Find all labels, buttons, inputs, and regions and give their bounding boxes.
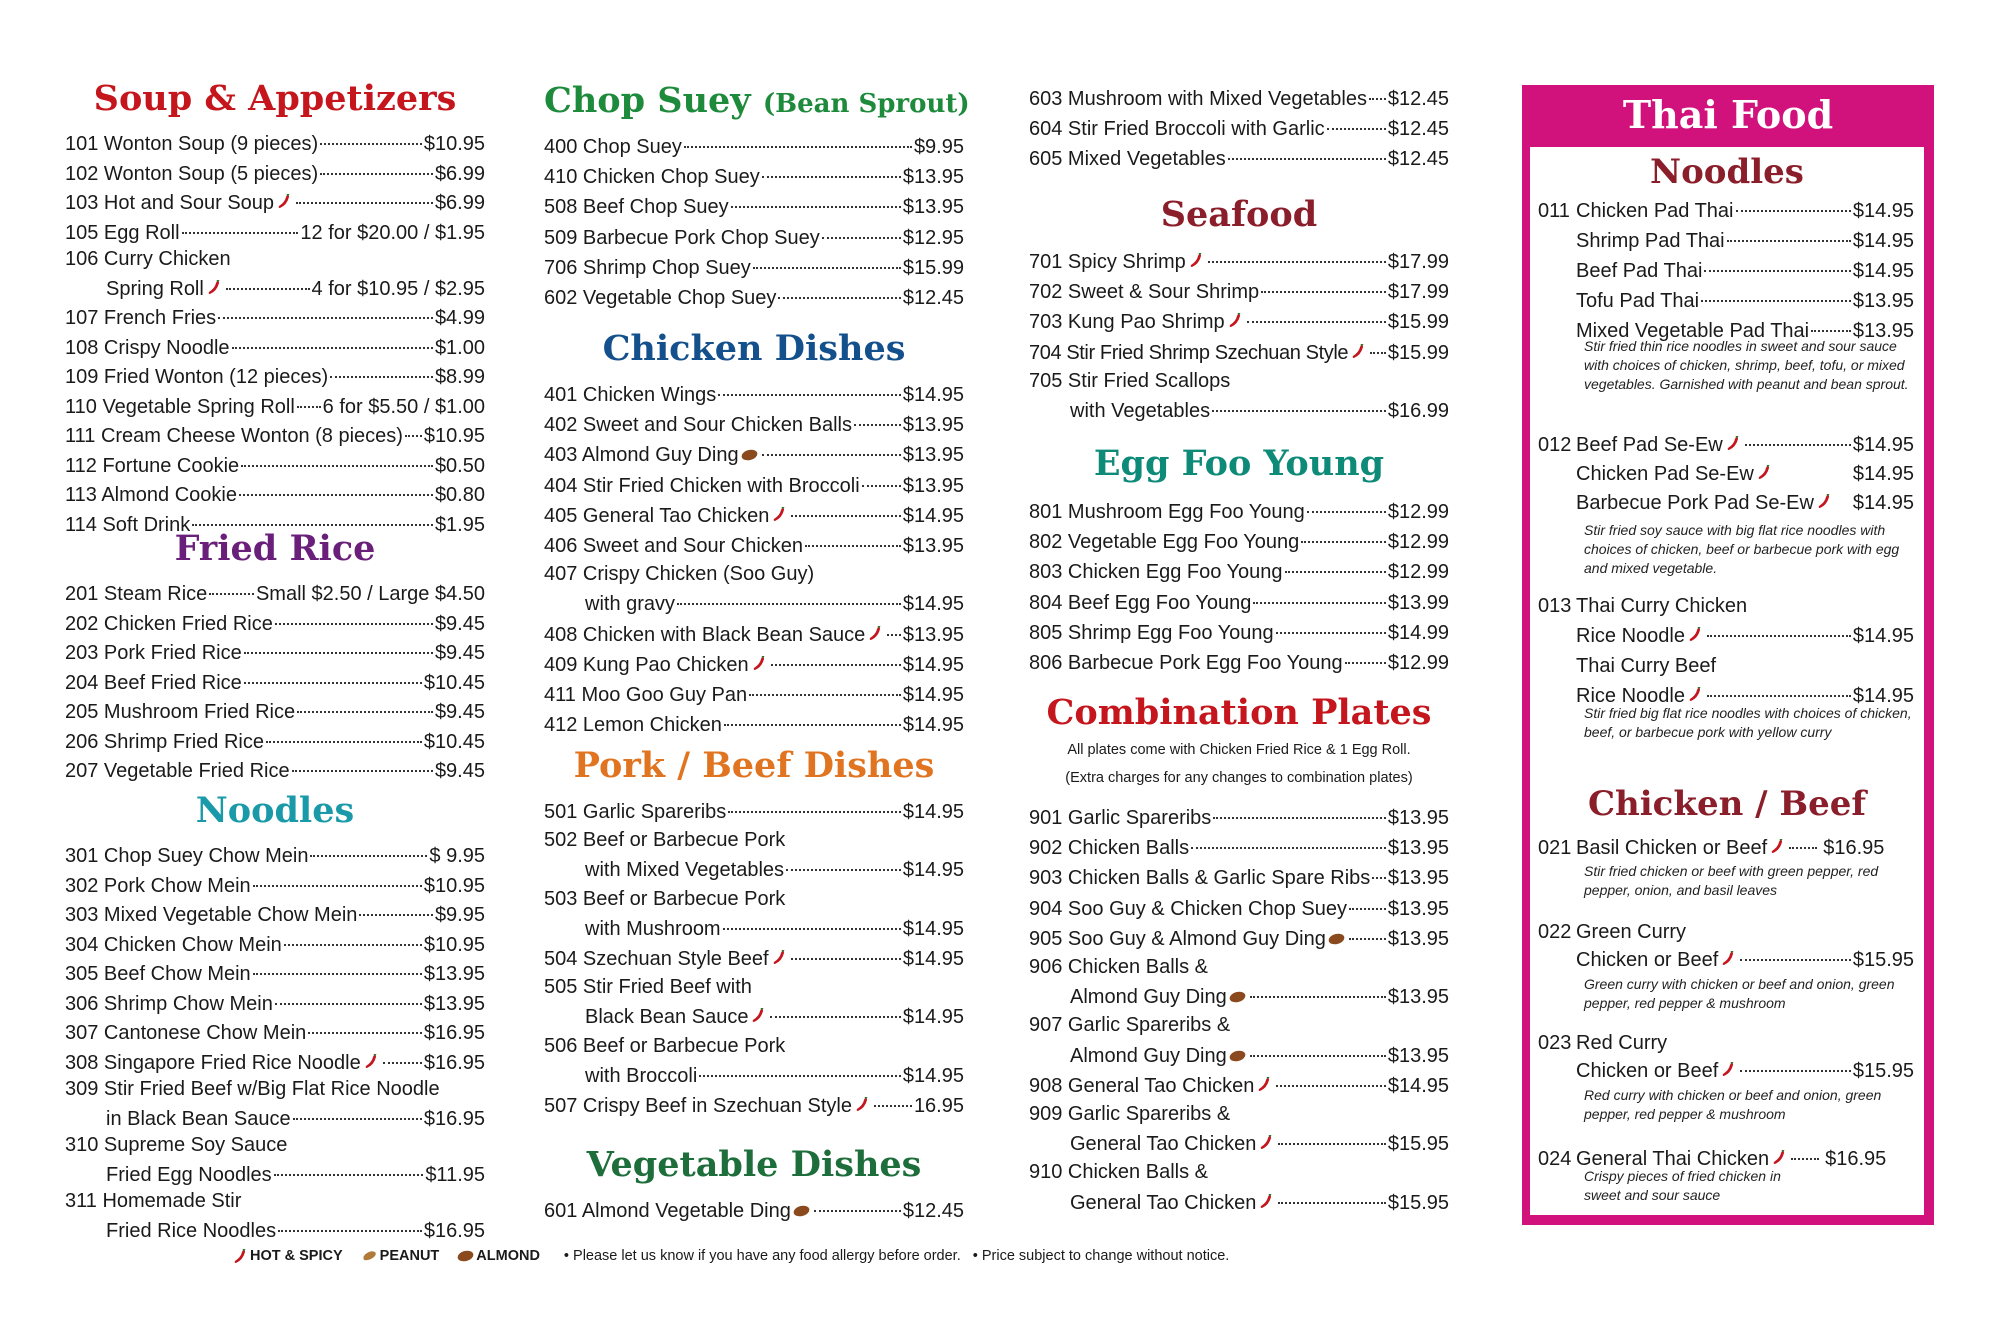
section-title-combination: Combination Plates — [1046, 692, 1432, 733]
thai-chicken-beef-items — [1530, 832, 1924, 862]
menu-item: 309 Stir Fried Beef w/Big Flat Rice Noodle — [65, 1078, 440, 1100]
menu-item: 903 Chicken Balls & Garlic Spare Ribs $13.95 — [1029, 862, 1449, 892]
thai-red-curry-description: Red curry with chicken or beef and onion, green pepper, red pepper & mushroom — [1584, 1087, 1882, 1122]
menu-item: 701 Spicy Shrimp $17.99 — [1029, 246, 1449, 276]
menu-item: 403 Almond Guy Ding $13.95 — [544, 439, 964, 469]
menu-item: Mixed Vegetable Pad Thai $13.95 — [1530, 315, 1924, 345]
menu-item: Barbecue Pork Pad Se-Ew $14.95 — [1530, 489, 1924, 518]
chili-icon — [752, 1003, 764, 1018]
menu-item: 024 General Thai Chicken $16.95 — [1530, 1143, 1924, 1171]
menu-item: 605 Mixed Vegetables $12.45 — [1029, 143, 1449, 173]
menu-item: Fried Rice Noodles $16.95 — [65, 1215, 485, 1245]
chili-icon — [1722, 1059, 1734, 1074]
thai-noodles-title: Noodles — [1650, 152, 1804, 192]
menu-item: 602 Vegetable Chop Suey $12.45 — [544, 282, 964, 312]
chili-icon — [869, 621, 881, 636]
noodles-items — [65, 840, 485, 1244]
menu-item: Rice Noodle $14.95 — [1530, 680, 1924, 710]
chili-icon — [1260, 1130, 1272, 1145]
almond-icon — [457, 1250, 474, 1262]
menu-item: 503 Beef or Barbecue Pork — [544, 887, 786, 910]
thai-green-curry-items — [1530, 920, 1924, 972]
menu-item: Chicken Pad Se-Ew $14.95 — [1530, 460, 1924, 489]
menu-item: 905 Soo Guy & Almond Guy Ding $13.95 — [1029, 923, 1449, 953]
menu-item: 805 Shrimp Egg Foo Young $14.99 — [1029, 617, 1449, 647]
thai-noodles-description: Stir fried thin rice noodles in sweet and sour sauce with choices of chicken, shrimp, beef, tofu, or mixed vegetables. Garnished with peanut and bean sprout. — [1584, 338, 1909, 392]
menu-item: 402 Sweet and Sour Chicken Balls $13.95 — [544, 409, 964, 439]
chop-suey-items — [544, 131, 964, 312]
thai-se-ew-items — [1530, 429, 1924, 518]
chili-icon — [1773, 1147, 1785, 1162]
menu-item: 509 Barbecue Pork Chop Suey $12.95 — [544, 222, 964, 252]
menu-item: Almond Guy Ding $13.95 — [1029, 981, 1449, 1011]
chili-icon — [1727, 431, 1739, 446]
menu-item: 411 Moo Goo Guy Pan $14.95 — [544, 679, 964, 709]
menu-item: 505 Stir Fried Beef with — [544, 976, 752, 999]
menu-item: 804 Beef Egg Foo Young $13.99 — [1029, 587, 1449, 617]
menu-item: Thai Curry Beef — [1576, 655, 1717, 677]
menu-item: Chicken or Beef $15.95 — [1530, 944, 1924, 972]
menu-item: 021 Basil Chicken or Beef $16.95 — [1530, 832, 1924, 862]
vegetable-items-first — [544, 1195, 964, 1225]
chili-icon — [234, 1249, 246, 1264]
legend-hot: HOT & SPICY — [230, 1248, 343, 1264]
chili-icon — [1258, 1072, 1270, 1087]
menu-item: 301 Chop Suey Chow Mein $ 9.95 — [65, 840, 485, 870]
menu-item: 801 Mushroom Egg Foo Young $12.99 — [1029, 496, 1449, 526]
menu-item: Black Bean Sauce $14.95 — [544, 1001, 964, 1031]
section-title-seafood: Seafood — [1160, 194, 1318, 235]
menu-item: Almond Guy Ding $13.95 — [1029, 1040, 1449, 1070]
menu-item: 307 Cantonese Chow Mein $16.95 — [65, 1017, 485, 1047]
menu-item: 105 Egg Roll 12 for $20.00 / $1.95 — [65, 217, 485, 247]
menu-item: 404 Stir Fried Chicken with Broccoli $13.95 — [544, 470, 964, 500]
chili-icon — [773, 945, 785, 960]
chili-icon — [1689, 623, 1701, 638]
chili-icon — [365, 1050, 377, 1065]
chili-icon — [1190, 248, 1202, 263]
menu-item: 604 Stir Fried Broccoli with Garlic $12.45 — [1029, 113, 1449, 143]
legend-footer — [230, 1248, 1229, 1264]
combination-note-extra: (Extra charges for any changes to combination plates) — [1065, 770, 1413, 786]
menu-item: 508 Beef Chop Suey $13.95 — [544, 191, 964, 221]
menu-item: with Mushroom $14.95 — [544, 913, 964, 943]
fried-rice-items — [65, 578, 485, 785]
menu-item: 012 Beef Pad Se-Ew $14.95 — [1530, 429, 1924, 460]
menu-item: 706 Shrimp Chop Suey $15.99 — [544, 252, 964, 282]
thai-red-curry-items — [1530, 1031, 1924, 1083]
chili-icon — [1818, 489, 1830, 504]
thai-green-curry-description: Green curry with chicken or beef and onion, green pepper, red pepper & mushroom — [1584, 976, 1895, 1011]
menu-item: 108 Crispy Noodle $1.00 — [65, 332, 485, 362]
menu-item: 102 Wonton Soup (5 pieces) $6.99 — [65, 158, 485, 188]
section-title-soup: Soup & Appetizers — [93, 78, 457, 119]
menu-item: 202 Chicken Fried Rice $9.45 — [65, 608, 485, 638]
menu-item: with gravy $14.95 — [544, 588, 964, 618]
almond-icon — [1328, 925, 1345, 937]
menu-item: 304 Chicken Chow Mein $10.95 — [65, 929, 485, 959]
section-title-chop-suey: Chop Suey (Bean Sprout) — [544, 80, 970, 121]
menu-item: 407 Crispy Chicken (Soo Guy) — [544, 563, 815, 586]
menu-item: 204 Beef Fried Rice $10.45 — [65, 667, 485, 697]
menu-item: Tofu Pad Thai $13.95 — [1530, 285, 1924, 315]
seafood-items — [1029, 246, 1449, 425]
menu-item: 112 Fortune Cookie $0.50 — [65, 450, 485, 480]
almond-icon — [1229, 1042, 1246, 1054]
menu-item: 207 Vegetable Fried Rice $9.45 — [65, 755, 485, 785]
menu-item: Spring Roll 4 for $10.95 / $2.95 — [65, 273, 485, 303]
menu-item: 506 Beef or Barbecue Pork — [544, 1034, 786, 1057]
peanut-icon — [361, 1250, 378, 1262]
menu-item: with Mixed Vegetables $14.95 — [544, 854, 964, 884]
chicken-dishes-items — [544, 379, 964, 739]
menu-item: 907 Garlic Spareribs & — [1029, 1014, 1231, 1037]
menu-item: 406 Sweet and Sour Chicken $13.95 — [544, 530, 964, 560]
menu-item: 011 Chicken Pad Thai $14.95 — [1530, 195, 1924, 225]
menu-item: 902 Chicken Balls $13.95 — [1029, 832, 1449, 862]
pork-beef-items — [544, 796, 964, 1120]
menu-item: 205 Mushroom Fried Rice $9.45 — [65, 696, 485, 726]
menu-item: 803 Chicken Egg Foo Young $12.99 — [1029, 556, 1449, 586]
chili-icon — [856, 1092, 868, 1107]
menu-item: 904 Soo Guy & Chicken Chop Suey $13.95 — [1029, 893, 1449, 923]
menu-item: 201 Steam Rice Small $2.50 / Large $4.50 — [65, 578, 485, 608]
soup-items — [65, 128, 485, 538]
chili-icon — [1260, 1189, 1272, 1204]
section-title-egg-foo-young: Egg Foo Young — [1093, 443, 1385, 484]
menu-item: General Tao Chicken $15.95 — [1029, 1128, 1449, 1158]
vegetable-items-continued — [1029, 83, 1449, 174]
chili-icon — [773, 502, 785, 517]
menu-item: with Vegetables $16.99 — [1029, 395, 1449, 425]
menu-item: 311 Homemade Stir — [65, 1190, 242, 1212]
section-title-pork-beef: Pork / Beef Dishes — [573, 745, 935, 786]
menu-item: Fried Egg Noodles $11.95 — [65, 1159, 485, 1189]
menu-item: 502 Beef or Barbecue Pork — [544, 829, 786, 852]
menu-item: 601 Almond Vegetable Ding $12.45 — [544, 1195, 964, 1225]
menu-item: 909 Garlic Spareribs & — [1029, 1103, 1231, 1126]
menu-item: with Broccoli $14.95 — [544, 1060, 964, 1090]
almond-icon — [1229, 983, 1246, 995]
menu-item: 103 Hot and Sour Soup $6.99 — [65, 187, 485, 217]
menu-item: 704 Stir Fried Shrimp Szechuan Style $15.99 — [1029, 337, 1449, 367]
menu-item: General Tao Chicken $15.95 — [1029, 1187, 1449, 1217]
thai-food-panel — [1522, 85, 1934, 1225]
menu-item: 400 Chop Suey $9.95 — [544, 131, 964, 161]
menu-item: 906 Chicken Balls & — [1029, 956, 1208, 979]
menu-item: 114 Soft Drink $1.95 — [65, 509, 485, 539]
menu-item: 802 Vegetable Egg Foo Young $12.99 — [1029, 526, 1449, 556]
chili-icon — [753, 651, 765, 666]
section-title-vegetable: Vegetable Dishes — [586, 1144, 922, 1185]
menu-item: 705 Stir Fried Scallops — [1029, 369, 1231, 392]
menu-item: 901 Garlic Spareribs $13.95 — [1029, 802, 1449, 832]
thai-food-content — [1530, 147, 1924, 1215]
menu-item: 110 Vegetable Spring Roll 6 for $5.50 / $1.00 — [65, 391, 485, 421]
menu-item: 113 Almond Cookie $0.80 — [65, 479, 485, 509]
thai-noodles-items — [1530, 195, 1924, 345]
thai-curry-items — [1530, 593, 1924, 709]
menu-item: 308 Singapore Fried Rice Noodle $16.95 — [65, 1047, 485, 1077]
chili-icon — [1689, 683, 1701, 698]
chili-icon — [1722, 948, 1734, 963]
menu-item: 013 Thai Curry Chicken — [1538, 595, 1748, 617]
price-note: • Price subject to change without notice. — [972, 1248, 1230, 1264]
menu-item: 410 Chicken Chop Suey $13.95 — [544, 161, 964, 191]
menu-item: 023 Red Curry — [1538, 1032, 1668, 1054]
legend-almond: ALMOND — [455, 1248, 540, 1264]
menu-item: 908 General Tao Chicken $14.95 — [1029, 1070, 1449, 1100]
menu-item: 504 Szechuan Style Beef $14.95 — [544, 943, 964, 973]
menu-item: 910 Chicken Balls & — [1029, 1161, 1208, 1184]
menu-item: 303 Mixed Vegetable Chow Mein $9.95 — [65, 899, 485, 929]
menu-item: 306 Shrimp Chow Mein $13.95 — [65, 988, 485, 1018]
menu-item: 703 Kung Pao Shrimp $15.99 — [1029, 306, 1449, 336]
section-title-fried-rice: Fried Rice — [174, 528, 376, 569]
legend-peanut: PEANUT — [359, 1248, 440, 1264]
menu-item: 111 Cream Cheese Wonton (8 pieces) $10.95 — [65, 420, 485, 450]
menu-item: 302 Pork Chow Mein $10.95 — [65, 870, 485, 900]
chili-icon — [1771, 835, 1783, 850]
section-title-noodles: Noodles — [195, 790, 355, 831]
menu-item: 107 French Fries $4.99 — [65, 302, 485, 332]
menu-item: 305 Beef Chow Mein $13.95 — [65, 958, 485, 988]
chili-icon — [1229, 308, 1241, 323]
almond-icon — [793, 1197, 810, 1209]
thai-basil-description: Stir fried chicken or beef with green pepper, red pepper, onion, and basil leaves — [1584, 863, 1879, 898]
menu-item: 603 Mushroom with Mixed Vegetables $12.45 — [1029, 83, 1449, 113]
menu-item: 206 Shrimp Fried Rice $10.45 — [65, 726, 485, 756]
almond-icon — [741, 441, 758, 453]
menu-item: 022 Green Curry — [1538, 921, 1687, 943]
menu-item: 106 Curry Chicken — [65, 248, 231, 270]
chili-icon — [1758, 460, 1770, 475]
menu-item: 501 Garlic Spareribs $14.95 — [544, 796, 964, 826]
menu-item: 203 Pork Fried Rice $9.45 — [65, 637, 485, 667]
combination-note: All plates come with Chicken Fried Rice & 1 Egg Roll. — [1067, 742, 1411, 758]
section-title-chicken-dishes: Chicken Dishes — [602, 328, 906, 369]
menu-item: in Black Bean Sauce $16.95 — [65, 1103, 485, 1133]
thai-general-chicken-description: Crispy pieces of fried chicken in sweet and sour sauce — [1584, 1168, 1781, 1203]
menu-item: 101 Wonton Soup (9 pieces) $10.95 — [65, 128, 485, 158]
menu-item: Rice Noodle $14.95 — [1530, 620, 1924, 650]
menu-item: 409 Kung Pao Chicken $14.95 — [544, 649, 964, 679]
thai-curry-description: Stir fried big flat rice noodles with choices of chicken, beef, or barbecue pork with yellow curry — [1584, 705, 1912, 740]
combination-items — [1029, 802, 1449, 1217]
egg-foo-young-items — [1029, 496, 1449, 677]
menu-item: 806 Barbecue Pork Egg Foo Young $12.99 — [1029, 647, 1449, 677]
chili-icon — [1352, 339, 1364, 354]
menu-item: 408 Chicken with Black Bean Sauce $13.95 — [544, 619, 964, 649]
thai-chicken-beef-title: Chicken / Beef — [1587, 784, 1867, 824]
thai-food-title: Thai Food — [1622, 92, 1834, 137]
chili-icon — [208, 276, 220, 291]
menu-item: Beef Pad Thai $14.95 — [1530, 255, 1924, 285]
menu-item: 507 Crispy Beef in Szechuan Style 16.95 — [544, 1090, 964, 1120]
allergy-note: • Please let us know if you have any food allergy before order. — [563, 1248, 961, 1264]
chili-icon — [278, 190, 290, 205]
menu-item: 702 Sweet & Sour Shrimp $17.99 — [1029, 276, 1449, 306]
menu-item: 109 Fried Wonton (12 pieces) $8.99 — [65, 361, 485, 391]
menu-item: 412 Lemon Chicken $14.95 — [544, 709, 964, 739]
menu-item: Shrimp Pad Thai $14.95 — [1530, 225, 1924, 255]
menu-item: 401 Chicken Wings $14.95 — [544, 379, 964, 409]
menu-item: Chicken or Beef $15.95 — [1530, 1055, 1924, 1083]
thai-se-ew-description: Stir fried soy sauce with big flat rice noodles with choices of chicken, beef or barbecue pork with egg and mixed vegetable. — [1584, 522, 1900, 576]
menu-item: 405 General Tao Chicken $14.95 — [544, 500, 964, 530]
menu-item: 310 Supreme Soy Sauce — [65, 1134, 288, 1156]
